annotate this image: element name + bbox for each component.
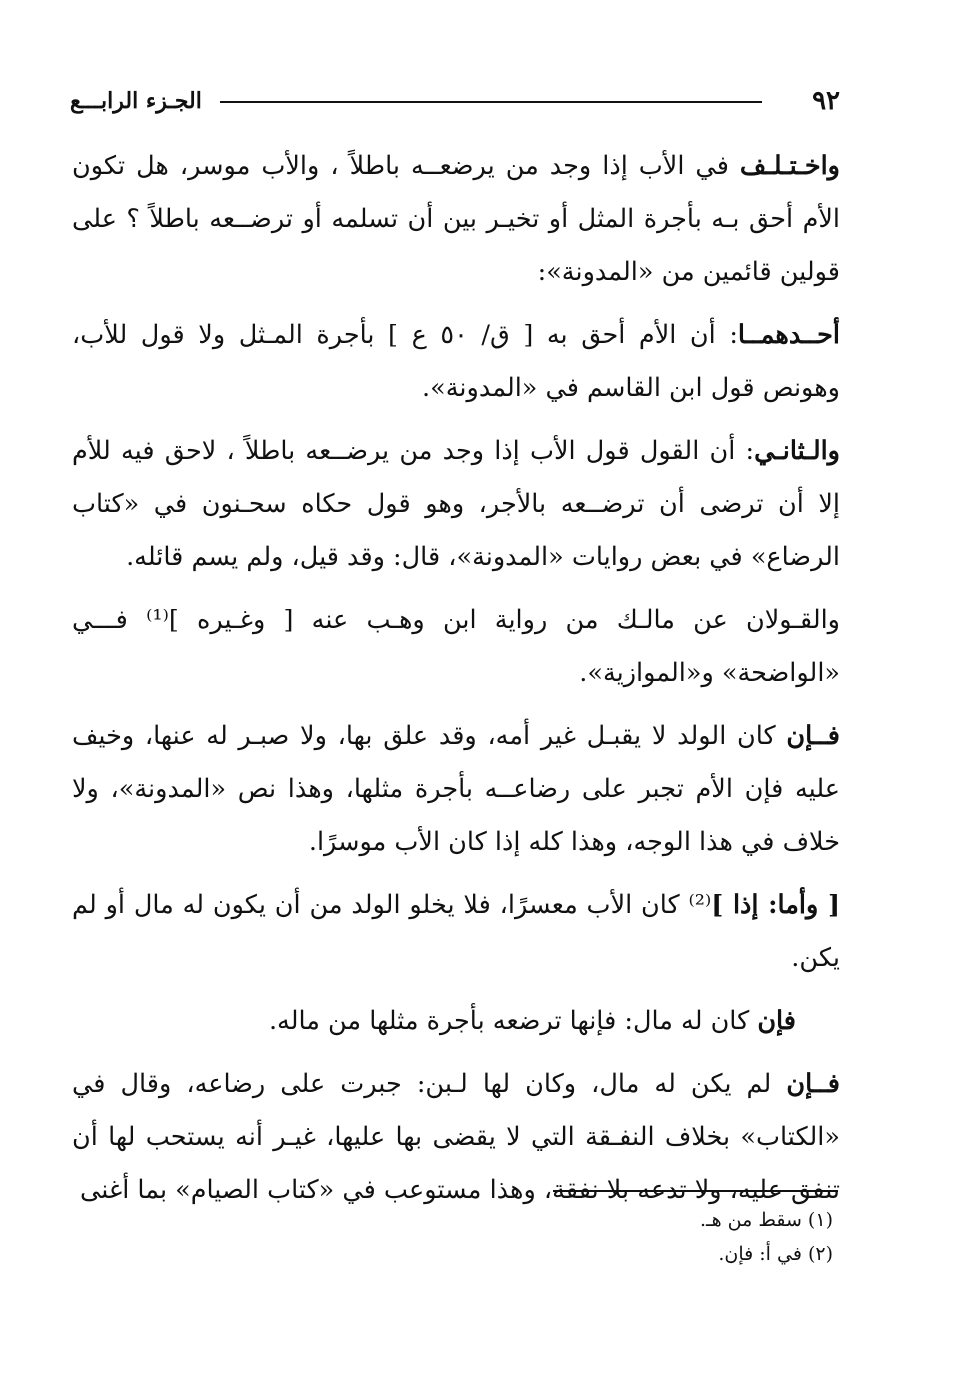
paragraph-text: كان الولد لا يقبـل غير أمه، وقد علق بها، ولا صبـر له عنها، وخيف عليه فإن الأم تجبر على رضاعــه بأجرة مثلها، وهذا نص «المدونة»، ولا خلاف في هذا الوجه، وهذا كله إذا كان الأب موسرًا.: [72, 721, 840, 857]
footnote: (٢) في أ: فإن.: [718, 1243, 833, 1265]
main-text: [72, 140, 840, 1227]
header-rule: [220, 101, 762, 103]
paragraph-lead: فــإن: [786, 1069, 840, 1099]
page-number: ٩٢: [812, 86, 840, 116]
footnote: (١) سقط من هـ.: [699, 1209, 833, 1231]
paragraph-lead: فإن: [757, 1006, 796, 1036]
footnotes: [433, 1203, 833, 1271]
paragraph: [72, 879, 840, 985]
running-title: الجـزء الرابـــع: [70, 88, 202, 114]
paragraph: [72, 309, 840, 415]
paragraph: [72, 995, 840, 1048]
paragraph-text: : أن القول قول الأب إذا وجد من يرضــعه باطلاً ، لاحق فيه للأم إلا أن ترضى أن ترضــعه بالأجر، وهو قول حكاه سحـنون في «كتاب الرضاع» في بعض روايات «المدونة»، قال: وقد قيل، ولم يسم قائله.: [72, 436, 840, 572]
paragraph: [72, 710, 840, 869]
paragraph-lead: والـثانـي: [754, 436, 840, 466]
paragraph: [72, 594, 840, 700]
paragraph: [72, 1058, 840, 1217]
paragraph-lead: فــإن: [786, 721, 840, 751]
paragraph-lead: واخـتـلـف: [739, 151, 840, 181]
running-header: [70, 82, 840, 122]
paragraph-text: ⁽²⁾ كان الأب معسرًا، فلا يخلو الولد من أن يكون له مال أو لم يكن.: [72, 890, 840, 973]
footnote-rule: [553, 1190, 838, 1192]
paragraph-text: : أن الأم أحق به [ ق/ ٥٠ ع ] بأجرة المـثل ولا قول للأب، وهونص قول ابن القاسم في «المدونة».: [72, 320, 840, 403]
paragraph-lead: أحــدهمــا: [737, 320, 840, 350]
paragraph-lead: [ وأما: إذا ]: [711, 890, 841, 920]
paragraph-text: كان له مال: فإنها ترضعه بأجرة مثلها من ماله.: [268, 1006, 758, 1036]
paragraph-text: لم يكن له مال، وكان لها لـبن: جبرت على رضاعه، وقال في «الكتاب» بخلاف النفـقة التي لا يقضى بها عليها، غيـر أنه يستحب لها أن تنفق عليه، ولا تدعه بلا نفقة، وهذا مستوعب في «كتاب الصيام» بما أغنى: [72, 1069, 840, 1205]
paragraph: [72, 425, 840, 584]
paragraph-text: والقـولان عن مالـك من رواية ابن وهـب عنه [ وغـيره ]⁽¹⁾ فـــي «الواضحة» و«الموازية».: [72, 605, 840, 688]
paragraph: [72, 140, 840, 299]
paragraph-text: في الأب إذا وجد من يرضعــه باطلاً ، والأب موسر، هل تكون الأم أحق بـه بأجرة المثل أو تخيـر بين أن تسلمه أو ترضــعه باطلاً ؟ على قولين قائمين من «المدونة»:: [72, 151, 840, 287]
